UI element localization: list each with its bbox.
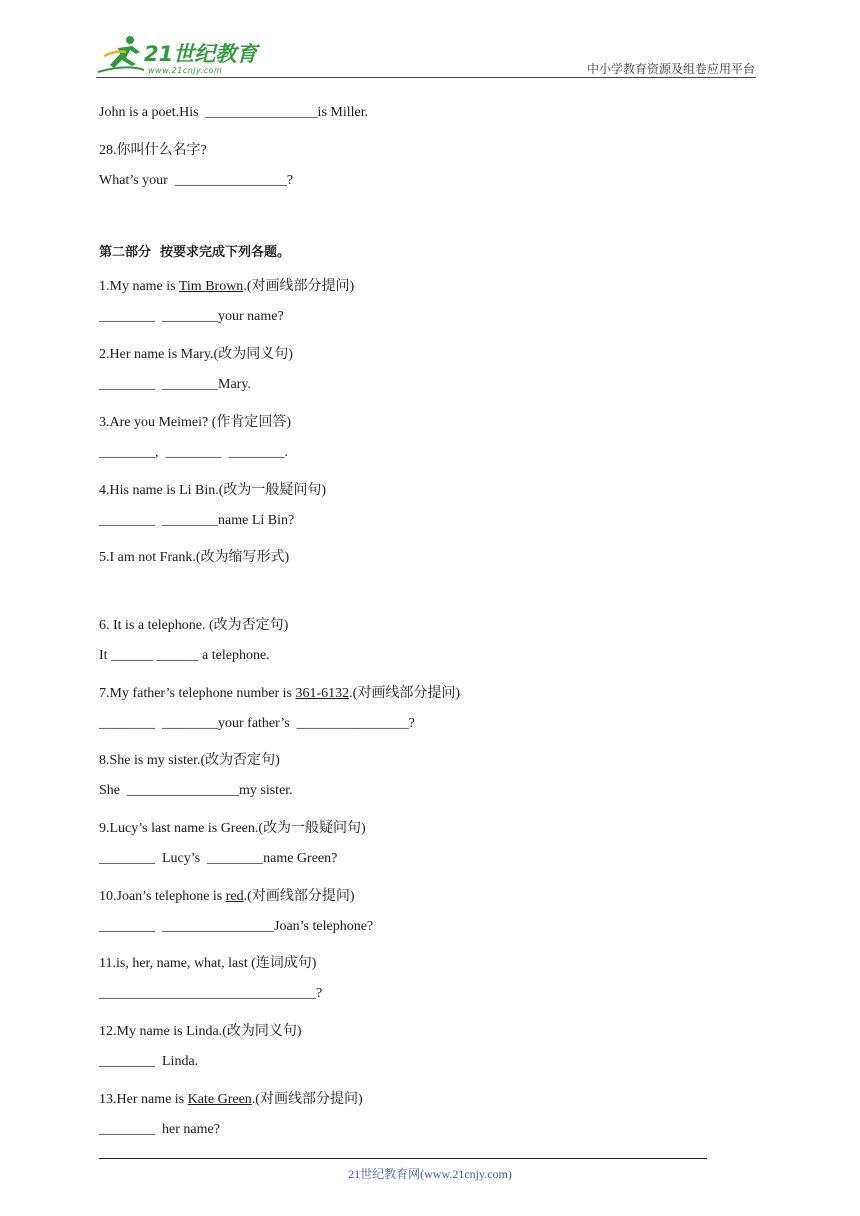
question-line: 1.My name is Tim Brown.(对画线部分提问)	[99, 279, 355, 294]
question-line: 2.Her name is Mary.(改为同义句)	[99, 347, 293, 362]
answer-line: ________ ________your name?	[99, 309, 284, 324]
question-line: 13.Her name is Kate Green.(对画线部分提问)	[99, 1092, 363, 1107]
platform-name: 中小学教育资源及组卷应用平台	[586, 62, 755, 76]
answer-line: ________, ________ ________.	[99, 445, 288, 460]
logo-text: 21世纪教育	[144, 42, 258, 66]
header-divider	[96, 77, 756, 78]
answer-line: It ______ ______ a telephone.	[99, 648, 270, 663]
text-line: 28.你叫什么名字?	[99, 143, 207, 158]
answer-line: ________ ________name Li Bin?	[99, 513, 295, 528]
page-footer: 21世纪教育网(www.21cnjy.com)	[348, 1167, 512, 1181]
answer-line: ________ ________________Joan’s telephone?	[99, 919, 374, 934]
underlined-text: Kate Green	[187, 1092, 252, 1107]
answer-line: ________ her name?	[99, 1122, 220, 1137]
question-line: 8.She is my sister.(改为否定句)	[99, 753, 280, 768]
question-line: 9.Lucy’s last name is Green.(改为一般疑问句)	[99, 821, 366, 836]
footer-divider	[99, 1158, 707, 1159]
question-line: 4.His name is Li Bin.(改为一般疑问句)	[99, 483, 327, 498]
underlined-text: Tim Brown	[178, 279, 244, 294]
answer-line: ________ Lucy’s ________name Green?	[99, 851, 338, 866]
text-line: What’s your ________________?	[99, 173, 294, 188]
underlined-text: red	[225, 889, 244, 904]
question-line: 5.I am not Frank.(改为缩写形式)	[99, 550, 290, 565]
answer-line: ________ Linda.	[99, 1054, 199, 1069]
answer-line: She ________________my sister.	[99, 783, 293, 798]
question-line: 11.is, her, name, what, last (连词成句)	[99, 956, 317, 971]
answer-line: _______________________________?	[99, 986, 323, 1001]
page-header	[0, 0, 860, 90]
section-heading: 第二部分 按要求完成下列各题。	[99, 245, 291, 260]
question-line: 12.My name is Linda.(改为同义句)	[99, 1024, 302, 1039]
question-line: 7.My father’s telephone number is 361-6132.(对画线部分提问)	[99, 686, 460, 701]
question-line: 10.Joan’s telephone is red.(对画线部分提问)	[99, 889, 355, 904]
underlined-text: 361-6132	[295, 686, 350, 701]
answer-line: ________ ________your father’s ________________?	[99, 716, 415, 731]
question-line: 3.Are you Meimei? (作肯定回答)	[99, 415, 292, 430]
answer-line: ________ ________Mary.	[99, 377, 251, 392]
question-line: 6. It is a telephone. (改为否定句)	[99, 618, 289, 633]
logo-url: www.21cnjy.com	[148, 66, 223, 75]
text-line: John is a poet.His ________________is Miller.	[99, 105, 369, 120]
